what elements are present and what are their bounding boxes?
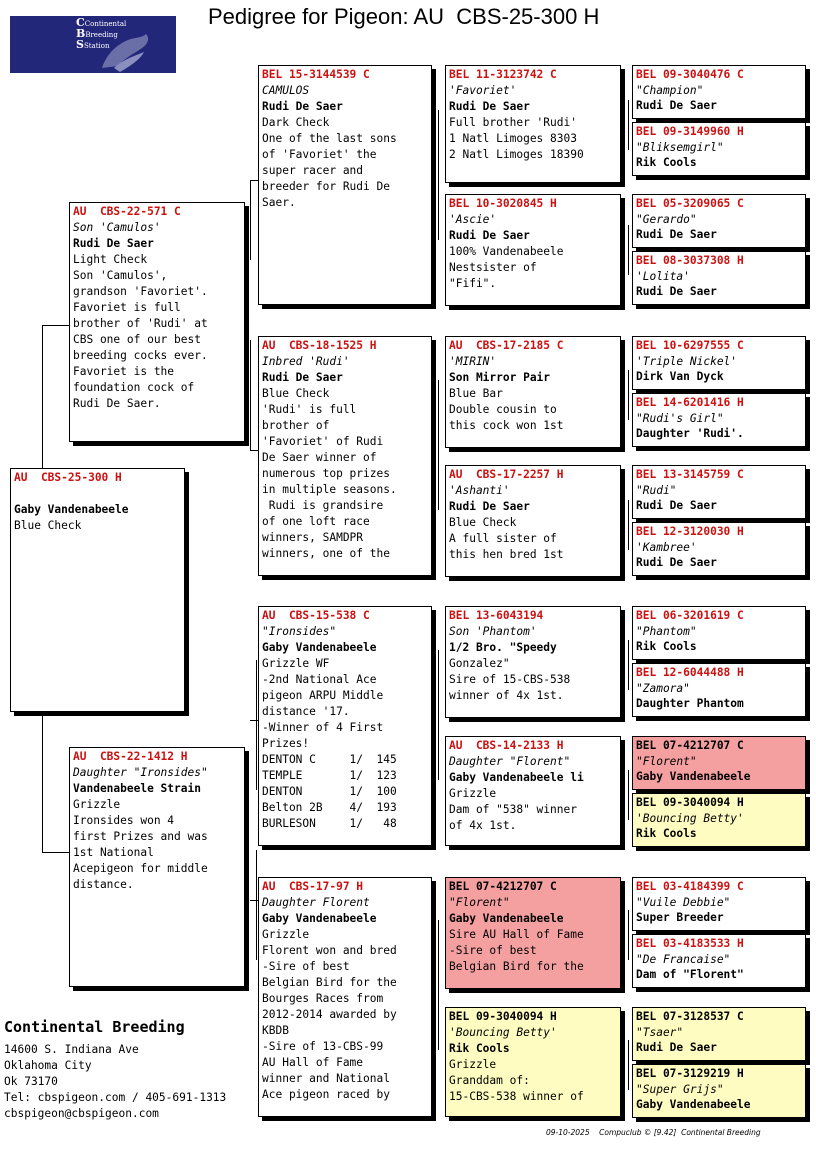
pigeon-name: "Bliksemgirl" xyxy=(636,140,724,154)
company-name: Continental Breeding xyxy=(4,1018,185,1036)
pigeon-name: "Tsaer" xyxy=(636,1025,684,1039)
pigeon-name: CAMULOS xyxy=(262,84,310,97)
ring-number: BEL 07-4212707 C xyxy=(449,880,557,893)
gen4-card-7[interactable] xyxy=(632,465,806,519)
breeder-name: Rudi De Saer xyxy=(262,100,343,113)
gen4-card-2[interactable] xyxy=(632,122,806,176)
pigeon-notes: Grizzle Dam of "538" winner of 4x 1st. xyxy=(449,787,577,832)
gen4-card-5[interactable] xyxy=(632,336,806,390)
connector xyxy=(438,380,439,510)
gen4-card-13[interactable] xyxy=(632,877,806,931)
pigeon-name: "Florent" xyxy=(449,896,510,909)
pigeon-name: Daughter Florent xyxy=(262,896,370,909)
pigeon-name: "Rudi's Girl" xyxy=(636,411,724,425)
ring-number: BEL 10-3020845 H xyxy=(449,197,557,210)
gen3-card-3[interactable] xyxy=(445,336,621,448)
breeder-name: Rudi De Saer xyxy=(636,1041,717,1054)
connector xyxy=(250,900,258,901)
sire-dam-card[interactable] xyxy=(258,336,432,576)
breeder-name: Gaby Vandenabeele xyxy=(14,503,129,516)
gen4-card-1[interactable] xyxy=(632,65,806,119)
gen4-card-8[interactable] xyxy=(632,522,806,576)
print-stamp: 09-10-2025 Compuclub © [9.42] Continental Breeding xyxy=(546,1128,761,1137)
ring-number: AU CBS-18-1525 H xyxy=(262,339,377,352)
breeder-name: Gaby Vandenabeele xyxy=(636,770,751,783)
connector xyxy=(628,100,629,150)
connector xyxy=(42,325,69,326)
address-line: Oklahoma City xyxy=(4,1059,92,1072)
ring-number: BEL 09-3040094 H xyxy=(449,1010,557,1023)
pigeon-notes: Sire AU Hall of Fame -Sire of best Belgian Bird for the xyxy=(449,928,584,973)
pigeon-name: "Vuile Debbie" xyxy=(636,895,731,909)
connector xyxy=(42,325,43,468)
pigeon-name: 'Bouncing Betty' xyxy=(636,811,744,825)
breeder-name: Rudi De Saer xyxy=(636,499,717,512)
breeder-name: Gaby Vandenabeele li xyxy=(449,771,584,784)
gen4-card-9[interactable] xyxy=(632,606,806,660)
breeder-name: Vandenabeele Strain xyxy=(73,782,201,795)
breeder-name: Rudi De Saer xyxy=(449,229,530,242)
connector xyxy=(250,180,251,260)
pigeon-name: "Rudi" xyxy=(636,483,677,497)
sire-card[interactable] xyxy=(69,202,245,442)
connector xyxy=(250,180,258,181)
pigeon-notes: Light Check Son 'Camulos', grandson 'Favoriet'. Favoriet is full brother of 'Rudi' at CBS one of our best breeding cocks ever. Favoriet is the foundation cock of Rudi De Saer. xyxy=(73,253,208,410)
pigeon-notes: Grizzle Ironsides won 4 first Prizes and was 1st National Acepigeon for middle distance. xyxy=(73,798,208,891)
pigeon-notes: Grizzle Granddam of: 15-CBS-538 winner of xyxy=(449,1058,584,1103)
pigeon-notes: 100% Vandenabeele Nestsister of "Fifi". xyxy=(449,245,564,290)
pigeon-name: 'Bouncing Betty' xyxy=(449,1026,557,1039)
address-line: 14600 S. Indiana Ave xyxy=(4,1043,139,1056)
page-title: Pedigree for Pigeon: AU CBS-25-300 H xyxy=(208,4,600,29)
connector xyxy=(628,770,629,820)
gen4-card-14[interactable] xyxy=(632,934,806,988)
breeder-name: Super Breeder xyxy=(636,911,724,924)
breeder-name: Son Mirror Pair xyxy=(449,371,551,384)
email-line: cbspigeon@cbspigeon.com xyxy=(4,1107,159,1120)
ring-number: BEL 11-3123742 C xyxy=(449,68,557,81)
dam-dam-card[interactable] xyxy=(258,877,432,1117)
pigeon-name: "Phantom" xyxy=(636,624,697,638)
ring-number: BEL 07-4212707 C xyxy=(636,739,744,752)
logo-text-3: Station xyxy=(83,42,110,50)
ring-number: AU CBS-17-2185 C xyxy=(449,339,564,352)
gen3-card-1[interactable] xyxy=(445,65,621,183)
ring-number: AU CBS-17-2257 H xyxy=(449,468,564,481)
gen4-card-6[interactable] xyxy=(632,393,806,447)
connector xyxy=(628,500,629,550)
pigeon-notes: Full brother 'Rudi' 1 Natl Limoges 8303 2 Natl Limoges 18390 xyxy=(449,116,584,161)
connector xyxy=(256,850,257,960)
phone-line: Tel: cbspigeon.com / 405-691-1313 xyxy=(4,1091,227,1104)
pigeon-notes: Grizzle Florent won and bred -Sire of best Belgian Bird for the Bourges Races from 2012-2014 awarded by KBDB -Sire of 13-CBS-99 AU Hall of Fame winner and National Ace pigeon raced by xyxy=(262,928,397,1101)
ring-number: BEL 13-6043194 xyxy=(449,609,544,622)
breeder-name: 1/2 Bro. "Speedy xyxy=(449,641,557,654)
pigeon-name: 'Lolita' xyxy=(636,269,690,283)
connector xyxy=(628,1040,629,1090)
pigeon-name: 'Kambree' xyxy=(636,540,697,554)
ring-number: BEL 03-4184399 C xyxy=(636,880,744,893)
gen4-card-11[interactable] xyxy=(632,736,806,790)
ring-number: BEL 09-3040094 H xyxy=(636,796,744,809)
breeder-name: Rudi De Saer xyxy=(636,99,717,112)
breeder-name: Rik Cools xyxy=(636,156,697,169)
connector xyxy=(250,450,258,451)
pigeon-name: 'Ascie' xyxy=(449,213,497,226)
connector xyxy=(250,340,251,450)
gen4-card-4[interactable] xyxy=(632,251,806,305)
pigeon-notes: Blue Check A full sister of this hen bred 1st xyxy=(449,516,564,561)
gen4-card-10[interactable] xyxy=(632,663,806,717)
pigeon-name: "Super Grijs" xyxy=(636,1082,724,1096)
pigeon-name: "Ironsides" xyxy=(262,625,337,638)
connector xyxy=(628,640,629,690)
pigeon-notes: Blue Check xyxy=(14,519,82,532)
pigeon-name: "Zamora" xyxy=(636,681,690,695)
ring-number: BEL 07-3129219 H xyxy=(636,1067,744,1080)
breeder-name: Rik Cools xyxy=(636,640,697,653)
breeder-name: Daughter 'Rudi'. xyxy=(636,427,744,440)
pigeon-name: 'MIRIN' xyxy=(449,355,497,368)
connector xyxy=(438,110,439,240)
breeder-name: Rudi De Saer xyxy=(636,228,717,241)
pigeon-notes: Blue Check 'Rudi' is full brother of 'Favoriet' of Rudi De Saer winner of numerous top prizes in multiple seasons. Rudi is grandsire of one loft race winners, SAMDPR winners, one of the xyxy=(262,387,397,560)
connector xyxy=(438,650,439,780)
pigeon-name: Son 'Phantom' xyxy=(449,625,537,638)
dam-sire-card[interactable] xyxy=(258,606,432,846)
breeder-name: Gaby Vandenabeele xyxy=(262,641,377,654)
ring-number: BEL 06-3201619 C xyxy=(636,609,744,622)
breeder-name: Dam of "Florent" xyxy=(636,968,744,981)
gen4-card-16[interactable] xyxy=(632,1064,806,1118)
breeder-name: Rudi De Saer xyxy=(449,500,530,513)
breeder-name: Rudi De Saer xyxy=(262,371,343,384)
ring-number: BEL 14-6201416 H xyxy=(636,396,744,409)
logo-text-2: Breeding xyxy=(85,31,118,39)
connector xyxy=(256,660,257,790)
connector xyxy=(438,920,439,1050)
ring-number: BEL 03-4183533 H xyxy=(636,937,744,950)
connector xyxy=(628,910,629,960)
breeder-name: Rudi De Saer xyxy=(636,285,717,298)
connector xyxy=(628,370,629,420)
ring-number: AU CBS-25-300 H xyxy=(14,471,122,484)
subject-card[interactable] xyxy=(10,468,185,712)
pigeon-notes: Blue Bar Double cousin to this cock won 1st xyxy=(449,387,564,432)
logo-text-1: Continental xyxy=(84,20,127,28)
pigeon-notes: Grizzle WF -2nd National Ace pigeon ARPU Middle distance '17. -Winner of 4 First Prizes! DENTON C 1/ 145 TEMPLE 1/ 123 DENTON 1/ 100 Belton 2B 4/ 193 BURLESON 1/ 48 xyxy=(262,657,397,830)
gen4-card-12[interactable] xyxy=(632,793,806,847)
gen3-card-6[interactable] xyxy=(445,736,621,846)
dam-card[interactable] xyxy=(69,747,245,987)
ring-number: AU CBS-22-571 C xyxy=(73,205,181,218)
connector xyxy=(628,225,629,275)
pigeon-name: Son 'Camulos' xyxy=(73,221,161,234)
ring-number: BEL 10-6297555 C xyxy=(636,339,744,352)
gen3-card-4[interactable] xyxy=(445,465,621,577)
breeder-name: Dirk Van Dyck xyxy=(636,370,724,383)
breeder-name: Rik Cools xyxy=(636,827,697,840)
gen4-card-15[interactable] xyxy=(632,1007,806,1061)
pigeon-name: Daughter "Florent" xyxy=(449,755,571,768)
gen3-card-2[interactable] xyxy=(445,194,621,306)
logo: CContinental BBreeding SStation xyxy=(10,16,176,73)
pigeon-name xyxy=(14,486,181,502)
pigeon-name: 'Favoriet' xyxy=(449,84,517,97)
pigeon-name: "De Francaise" xyxy=(636,952,731,966)
breeder-name: Gaby Vandenabeele xyxy=(449,912,564,925)
pigeon-notes: Dark Check One of the last sons of 'Favoriet' the super racer and breeder for Rudi De Saer. xyxy=(262,116,397,209)
ring-number: BEL 05-3209065 C xyxy=(636,197,744,210)
pigeon-name: 'Ashanti' xyxy=(449,484,510,497)
gen3-card-7[interactable] xyxy=(445,877,621,989)
ring-number: BEL 12-3120030 H xyxy=(636,525,744,538)
breeder-name: Gaby Vandenabeele xyxy=(262,912,377,925)
breeder-name: Gaby Vandenabeele xyxy=(636,1098,751,1111)
breeder-name: Rudi De Saer xyxy=(73,237,154,250)
pigeon-name: Inbred 'Rudi' xyxy=(262,355,350,368)
ring-number: BEL 09-3040476 C xyxy=(636,68,744,81)
breeder-name: Rik Cools xyxy=(449,1042,510,1055)
pigeon-name: "Florent" xyxy=(636,754,697,768)
breeder-name: Rudi De Saer xyxy=(636,556,717,569)
connector xyxy=(250,720,258,721)
pigeon-name: "Champion" xyxy=(636,83,704,97)
company-address xyxy=(4,1042,226,1122)
ring-number: BEL 15-3144539 C xyxy=(262,68,370,81)
pigeon-notes: Gonzalez" Sire of 15-CBS-538 winner of 4x 1st. xyxy=(449,657,571,702)
pigeon-name: "Gerardo" xyxy=(636,212,697,226)
ring-number: AU CBS-14-2133 H xyxy=(449,739,564,752)
connector xyxy=(42,852,69,853)
breeder-name: Daughter Phantom xyxy=(636,697,744,710)
address-line: Ok 73170 xyxy=(4,1075,58,1088)
pigeon-name: Daughter "Ironsides" xyxy=(73,766,208,779)
ring-number: BEL 08-3037308 H xyxy=(636,254,744,267)
gen4-card-3[interactable] xyxy=(632,194,806,248)
ring-number: AU CBS-15-538 C xyxy=(262,609,370,622)
sire-sire-card[interactable] xyxy=(258,65,432,305)
gen3-card-5[interactable] xyxy=(445,606,621,718)
ring-number: AU CBS-22-1412 H xyxy=(73,750,188,763)
pigeon-name: 'Triple Nickel' xyxy=(636,354,738,368)
gen3-card-8[interactable] xyxy=(445,1007,621,1117)
breeder-name: Rudi De Saer xyxy=(449,100,530,113)
ring-number: BEL 13-3145759 C xyxy=(636,468,744,481)
ring-number: BEL 09-3149960 H xyxy=(636,125,744,138)
ring-number: BEL 12-6044488 H xyxy=(636,666,744,679)
connector xyxy=(42,712,43,852)
ring-number: BEL 07-3128537 C xyxy=(636,1010,744,1023)
ring-number: AU CBS-17-97 H xyxy=(262,880,364,893)
